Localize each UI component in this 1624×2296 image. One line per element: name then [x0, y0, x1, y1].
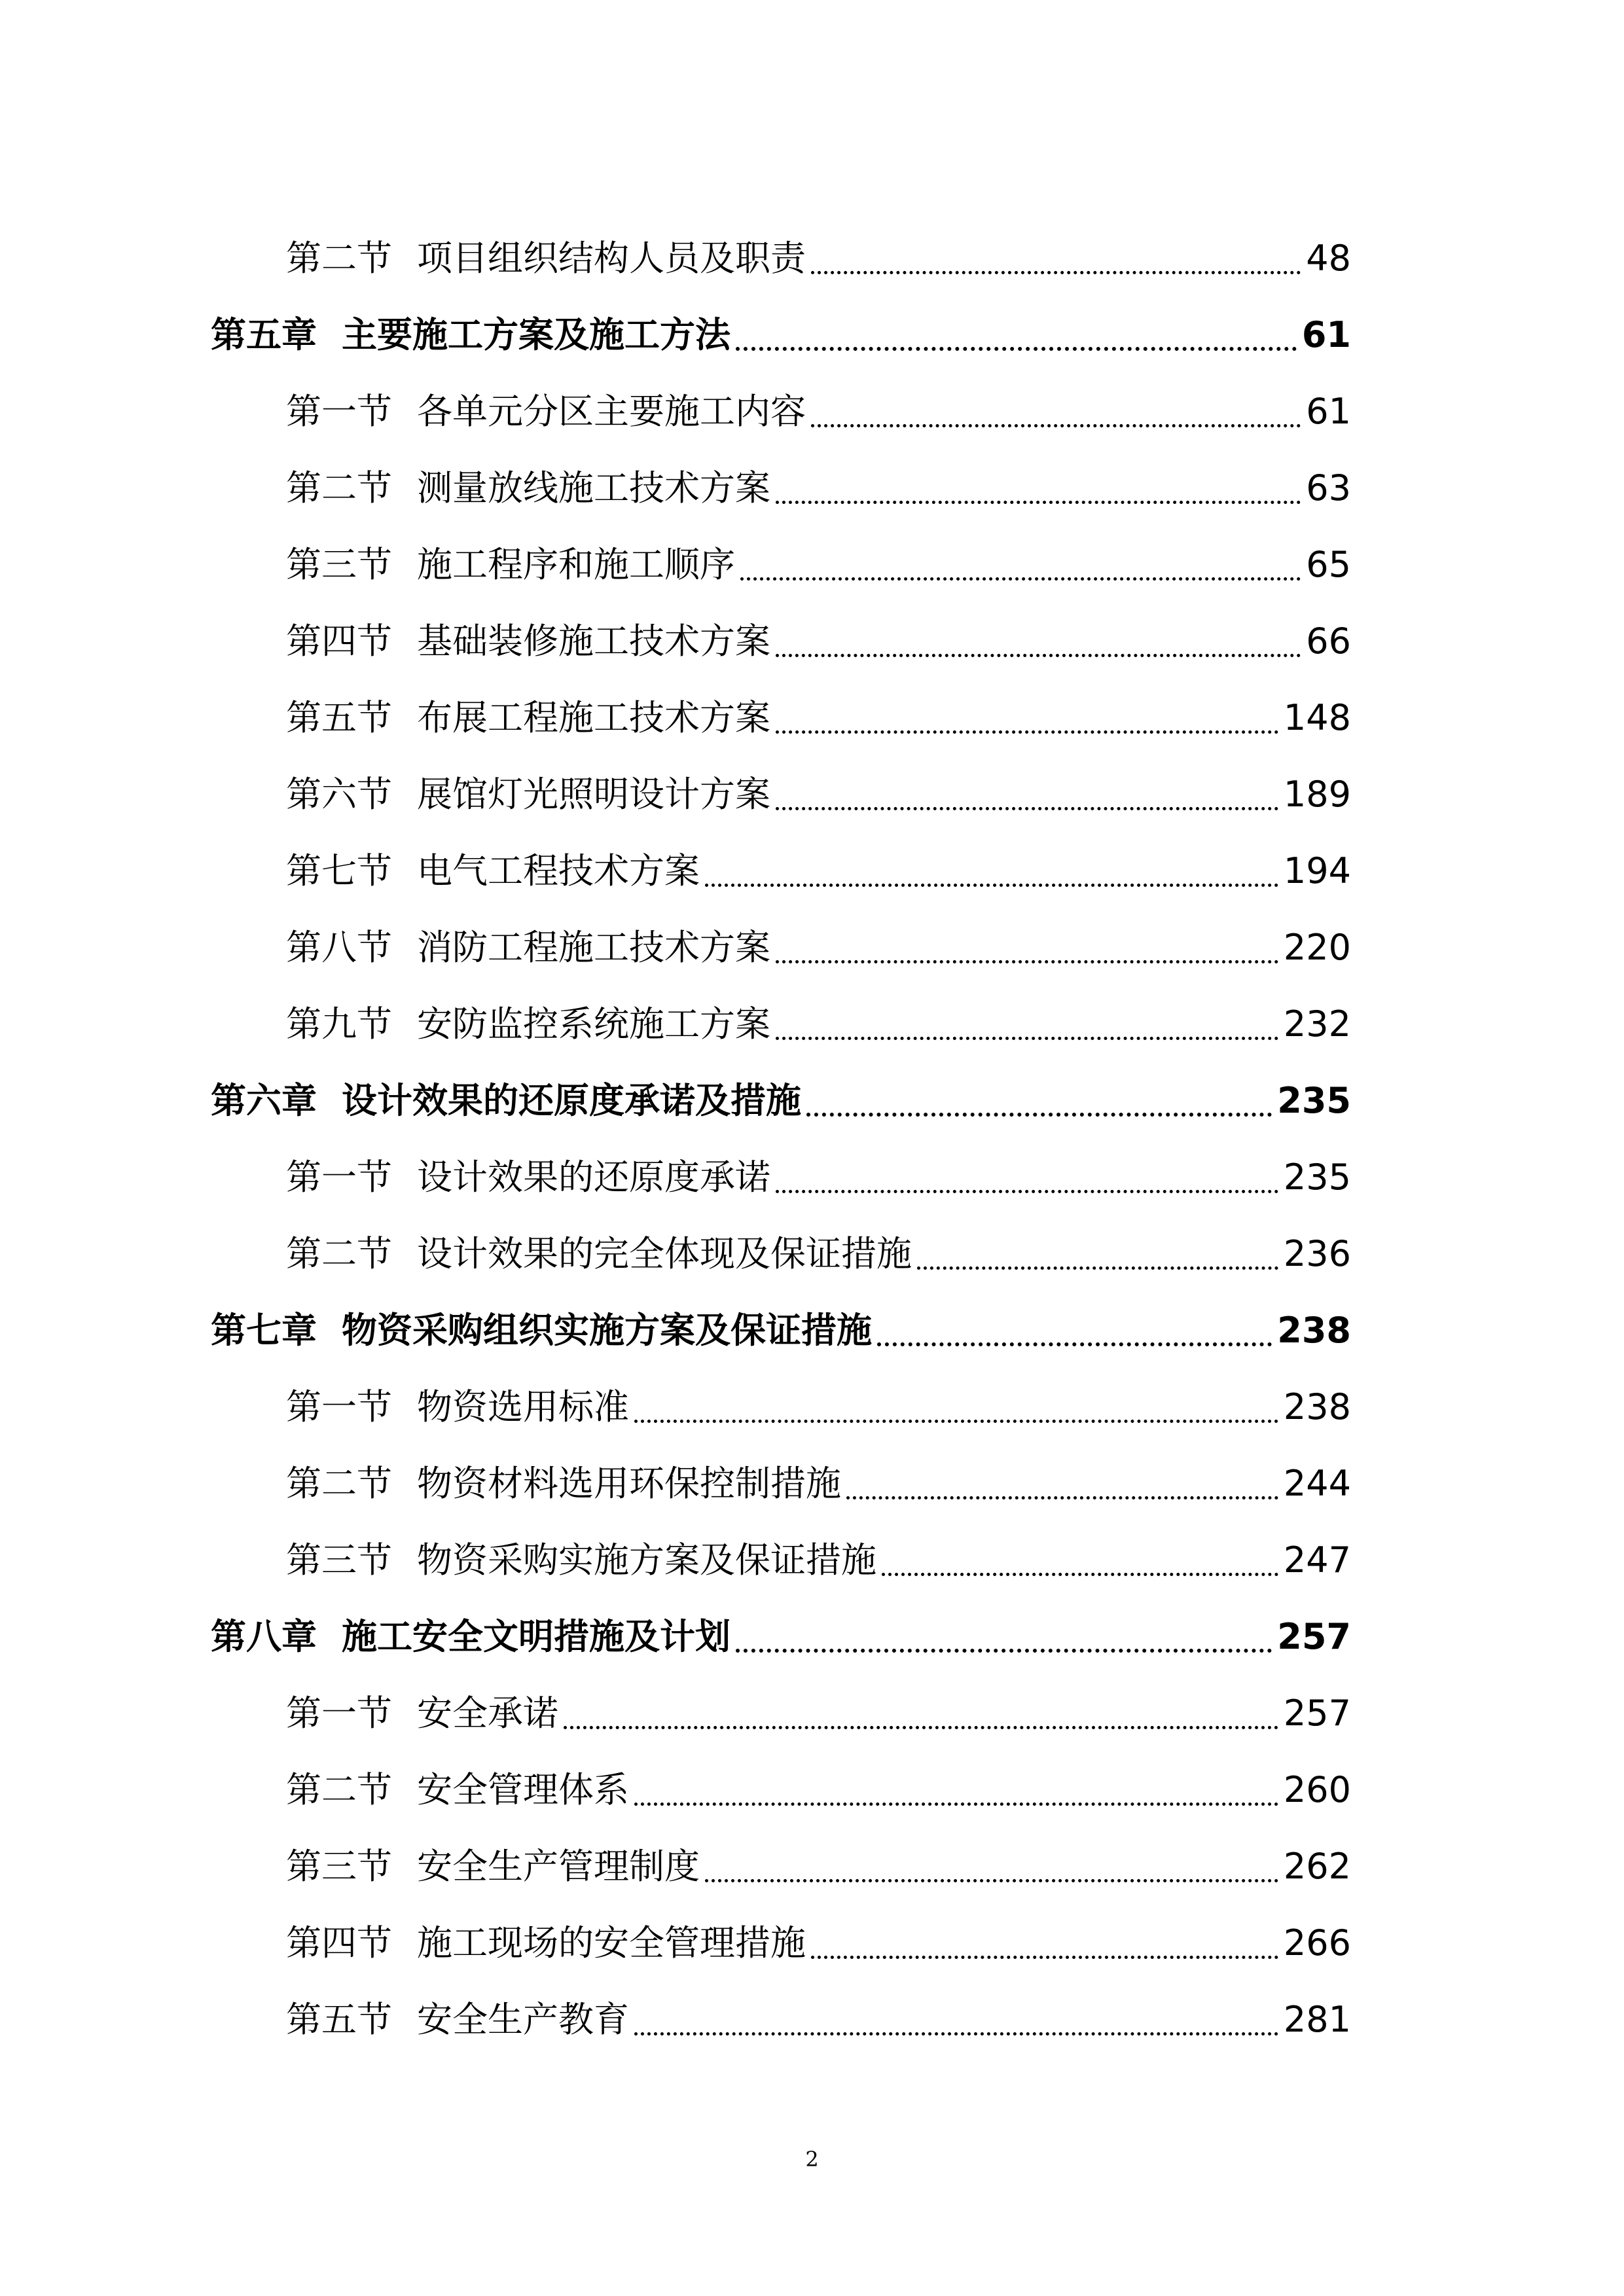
- toc-entry-page: 238: [1283, 1386, 1351, 1427]
- toc-entry[interactable]: [286, 1381, 1351, 1433]
- dot-leader: [705, 1879, 1278, 1882]
- dot-leader: [776, 654, 1301, 657]
- toc-entry-number: 第一节: [286, 391, 392, 432]
- toc-entry[interactable]: [286, 1994, 1351, 2046]
- toc-entry-title: 设计效果的还原度承诺及措施: [342, 1080, 801, 1121]
- toc-chapter-entry[interactable]: [211, 1611, 1351, 1663]
- toc-entry[interactable]: [286, 768, 1351, 821]
- toc-entry-title: 施工安全文明措施及计划: [342, 1616, 731, 1657]
- dot-leader: [634, 1803, 1278, 1806]
- toc-entry-page: 63: [1306, 467, 1351, 509]
- toc-entry-number: 第七节: [286, 850, 392, 891]
- toc-entry[interactable]: [286, 1764, 1351, 1816]
- dot-leader: [705, 884, 1278, 887]
- dot-leader: [776, 501, 1301, 504]
- toc-entry-page: 232: [1283, 1003, 1351, 1045]
- toc-entry-number: 第二节: [286, 1233, 392, 1274]
- toc-chapter-entry[interactable]: [211, 309, 1351, 361]
- dot-leader: [776, 1190, 1278, 1193]
- toc-entry[interactable]: [286, 615, 1351, 668]
- toc-entry-number: 第一节: [286, 1693, 392, 1734]
- dot-leader: [736, 347, 1297, 351]
- toc-entry[interactable]: [286, 1840, 1351, 1893]
- dot-leader: [736, 1649, 1272, 1653]
- toc-entry-page: 65: [1306, 544, 1351, 585]
- toc-entry-number: 第五章: [211, 314, 317, 355]
- toc-entry-number: 第五节: [286, 697, 392, 738]
- toc-entry-number: 第六节: [286, 774, 392, 815]
- dot-leader: [811, 424, 1301, 427]
- toc-entry-page: 61: [1306, 391, 1351, 432]
- toc-chapter-entry[interactable]: [211, 1075, 1351, 1127]
- toc-entry-number: 第二节: [286, 238, 392, 279]
- toc-entry-title: 设计效果的完全体现及保证措施: [417, 1233, 912, 1274]
- toc-entry-title: 展馆灯光照明设计方案: [417, 774, 770, 815]
- toc-entry-page: 235: [1277, 1080, 1351, 1121]
- toc-entry-title: 主要施工方案及施工方法: [342, 314, 731, 355]
- toc-entry-title: 施工现场的安全管理措施: [417, 1922, 806, 1964]
- dot-leader: [564, 1726, 1278, 1729]
- toc-entry-page: 281: [1283, 1999, 1351, 2040]
- toc-entry-number: 第八节: [286, 927, 392, 968]
- toc-entry[interactable]: [286, 232, 1351, 285]
- toc-entry-title: 测量放线施工技术方案: [417, 467, 770, 509]
- dot-leader: [776, 730, 1278, 734]
- toc-entry[interactable]: [286, 922, 1351, 974]
- dot-leader: [877, 1342, 1272, 1346]
- toc-entry-number: 第七章: [211, 1310, 317, 1351]
- toc-entry-title: 安全承诺: [417, 1693, 558, 1734]
- toc-entry[interactable]: [286, 1458, 1351, 1510]
- toc-entry-page: 235: [1283, 1157, 1351, 1198]
- toc-entry-number: 第一节: [286, 1386, 392, 1427]
- toc-chapter-entry[interactable]: [211, 1304, 1351, 1357]
- dot-leader: [634, 1420, 1278, 1423]
- toc-entry-title: 物资选用标准: [417, 1386, 629, 1427]
- toc-entry[interactable]: [286, 386, 1351, 438]
- toc-entry-page: 194: [1283, 850, 1351, 891]
- toc-entry-title: 布展工程施工技术方案: [417, 697, 770, 738]
- toc-entry-number: 第二节: [286, 1769, 392, 1810]
- toc-entry-page: 220: [1283, 927, 1351, 968]
- dot-leader: [776, 1037, 1278, 1040]
- toc-entry-number: 第九节: [286, 1003, 392, 1045]
- toc-entry-page: 236: [1283, 1233, 1351, 1274]
- page-number: 2: [805, 2147, 819, 2172]
- toc-entry[interactable]: [286, 692, 1351, 744]
- toc-entry-title: 安全生产教育: [417, 1999, 629, 2040]
- toc-entry-number: 第三节: [286, 1539, 392, 1581]
- toc-entry-number: 第五节: [286, 1999, 392, 2040]
- toc-entry-page: 257: [1277, 1616, 1351, 1657]
- toc-entry-number: 第二节: [286, 467, 392, 509]
- toc-entry-page: 148: [1283, 697, 1351, 738]
- dot-leader: [806, 1113, 1272, 1117]
- toc-entry-number: 第八章: [211, 1616, 317, 1657]
- toc-entry-page: 189: [1283, 774, 1351, 815]
- toc-entry-page: 262: [1283, 1846, 1351, 1887]
- toc-entry-title: 基础装修施工技术方案: [417, 620, 770, 662]
- toc-entry[interactable]: [286, 1917, 1351, 1969]
- toc-entry-title: 消防工程施工技术方案: [417, 927, 770, 968]
- toc-entry[interactable]: [286, 462, 1351, 514]
- toc-entry-title: 项目组织结构人员及职责: [417, 238, 806, 279]
- toc-entry[interactable]: [286, 1228, 1351, 1280]
- toc-entry-page: 244: [1283, 1463, 1351, 1504]
- dot-leader: [776, 960, 1278, 963]
- toc-entry-title: 物资采购组织实施方案及保证措施: [342, 1310, 872, 1351]
- toc-entry-page: 238: [1277, 1310, 1351, 1351]
- toc-entry-title: 安防监控系统施工方案: [417, 1003, 770, 1045]
- toc-entry[interactable]: [286, 1151, 1351, 1204]
- toc-entry-number: 第六章: [211, 1080, 317, 1121]
- toc-entry-title: 物资采购实施方案及保证措施: [417, 1539, 876, 1581]
- toc-entry[interactable]: [286, 1687, 1351, 1740]
- dot-leader: [811, 1956, 1278, 1959]
- toc-entry-page: 61: [1301, 314, 1351, 355]
- dot-leader: [846, 1496, 1278, 1499]
- toc-entry-number: 第三节: [286, 1846, 392, 1887]
- toc-entry-number: 第二节: [286, 1463, 392, 1504]
- toc-entry-title: 电气工程技术方案: [417, 850, 700, 891]
- toc-entry[interactable]: [286, 1534, 1351, 1587]
- toc-entry-page: 260: [1283, 1769, 1351, 1810]
- toc-entry-title: 物资材料选用环保控制措施: [417, 1463, 841, 1504]
- toc-entry-number: 第四节: [286, 1922, 392, 1964]
- toc-entry-page: 66: [1306, 620, 1351, 662]
- toc-entry-number: 第一节: [286, 1157, 392, 1198]
- toc-entry-title: 设计效果的还原度承诺: [417, 1157, 770, 1198]
- toc-entry-page: 48: [1306, 238, 1351, 279]
- toc-entry-page: 257: [1283, 1693, 1351, 1734]
- dot-leader: [776, 807, 1278, 810]
- dot-leader: [882, 1573, 1278, 1576]
- toc-entry-number: 第三节: [286, 544, 392, 585]
- toc-entry[interactable]: [286, 845, 1351, 897]
- toc-entry-number: 第四节: [286, 620, 392, 662]
- toc-entry[interactable]: [286, 998, 1351, 1050]
- toc-entry-title: 施工程序和施工顺序: [417, 544, 735, 585]
- dot-leader: [634, 2032, 1278, 2036]
- toc-entry-title: 安全管理体系: [417, 1769, 629, 1810]
- toc-entry[interactable]: [286, 539, 1351, 591]
- dot-leader: [740, 577, 1301, 581]
- toc-entry-page: 266: [1283, 1922, 1351, 1964]
- toc-entry-page: 247: [1283, 1539, 1351, 1581]
- toc-entry-title: 安全生产管理制度: [417, 1846, 700, 1887]
- dot-leader: [917, 1266, 1278, 1270]
- dot-leader: [811, 271, 1301, 274]
- toc-entry-title: 各单元分区主要施工内容: [417, 391, 806, 432]
